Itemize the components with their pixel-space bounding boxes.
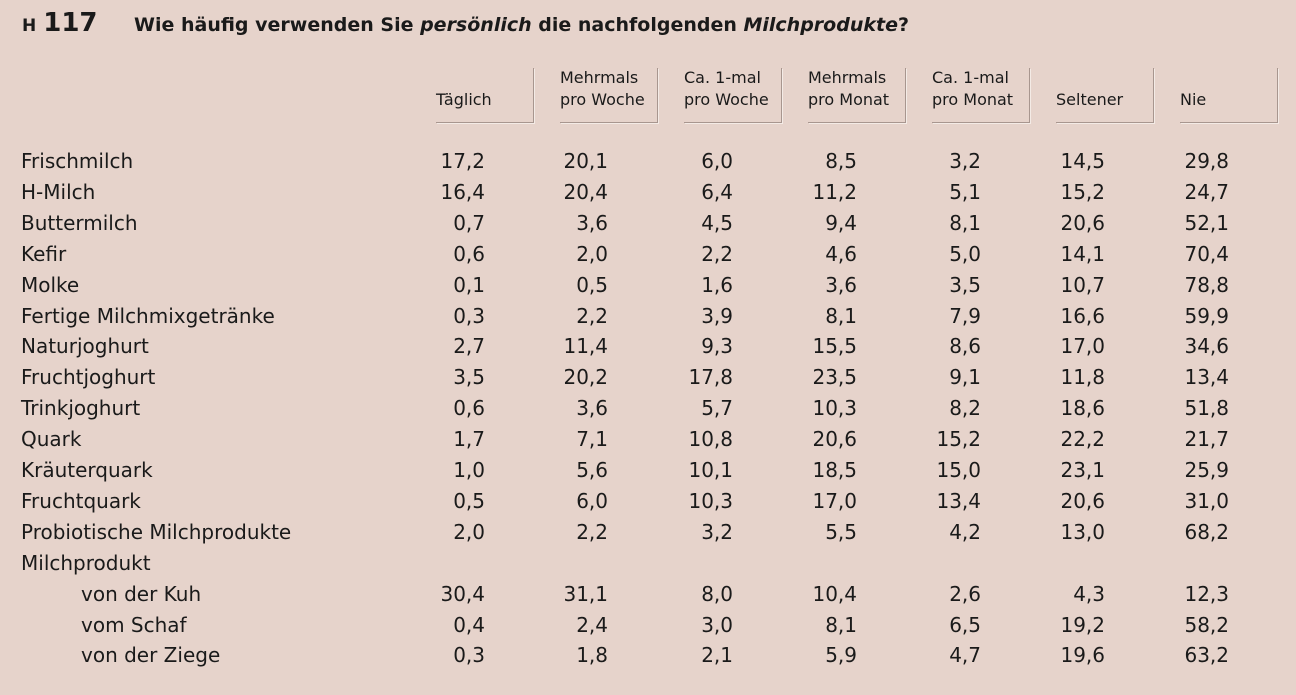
column-header — [808, 68, 906, 123]
table-cell: 59,9 — [1184, 303, 1229, 328]
table-row — [0, 239, 1296, 270]
table-cell: 2,0 — [453, 519, 485, 544]
table-cell: 20,6 — [812, 427, 857, 452]
table-cell: 34,6 — [1184, 334, 1229, 359]
column-header-line2: pro Monat — [808, 90, 890, 109]
table-row — [0, 579, 1296, 610]
table-cell: 10,7 — [1060, 272, 1105, 297]
table-cell: 25,9 — [1184, 458, 1229, 482]
table-cell: 5,0 — [949, 241, 981, 266]
table-cell: 6,0 — [701, 149, 733, 173]
table-cell: 8,5 — [825, 149, 857, 173]
table-cell: 3,6 — [825, 272, 857, 297]
table-cell: 13,4 — [936, 488, 981, 513]
row-label: Probiotische Milchprodukte — [21, 519, 292, 544]
table-cell: 14,5 — [1060, 149, 1105, 173]
table-cell: 3,9 — [701, 303, 733, 328]
table-row — [0, 270, 1296, 301]
table-cell: 0,3 — [453, 303, 485, 328]
table-cell: 17,2 — [440, 149, 485, 173]
table-cell: 1,6 — [701, 272, 733, 297]
table-cell: 3,5 — [453, 365, 485, 390]
table-cell: 12,3 — [1184, 581, 1229, 606]
column-header — [684, 68, 782, 123]
table-cell: 8,2 — [949, 396, 981, 421]
table-cell: 3,6 — [576, 396, 608, 421]
table-row — [0, 455, 1296, 486]
table-cell: 17,0 — [1060, 334, 1105, 359]
table-cell: 5,9 — [825, 643, 857, 668]
row-label: Quark — [21, 427, 82, 452]
table-cell: 5,7 — [701, 396, 733, 421]
table-cell: 24,7 — [1184, 179, 1229, 204]
table-cell: 31,0 — [1184, 488, 1229, 513]
title-emphasis: Milchprodukte — [743, 14, 898, 36]
table-cell: 20,4 — [563, 179, 608, 204]
table-cell: 21,7 — [1184, 427, 1229, 452]
table-cell: 3,6 — [576, 210, 608, 235]
row-label: von der Ziege — [81, 643, 221, 668]
table-cell: 29,8 — [1184, 149, 1229, 173]
table-cell: 10,8 — [688, 427, 733, 452]
table-cell: 2,2 — [701, 241, 733, 266]
table-cell: 8,6 — [949, 334, 981, 359]
table-cell: 16,6 — [1060, 303, 1105, 328]
table-cell: 2,0 — [576, 241, 608, 266]
row-label: Milchprodukt — [21, 550, 151, 575]
title-part: Wie häufig verwenden Sie — [134, 14, 421, 36]
table-cell: 4,3 — [1073, 581, 1105, 606]
table-cell: 30,4 — [440, 581, 485, 606]
table-cell: 1,0 — [453, 458, 485, 482]
table-cell: 8,1 — [949, 210, 981, 235]
table-cell: 6,4 — [701, 179, 733, 204]
column-header — [560, 68, 658, 123]
table-cell: 11,2 — [812, 179, 857, 204]
table-cell: 31,1 — [563, 581, 608, 606]
row-label: Kefir — [21, 241, 67, 266]
table-cell: 15,5 — [812, 334, 857, 359]
table-row — [0, 424, 1296, 455]
table-cell: 51,8 — [1184, 396, 1229, 421]
table-cell: 9,4 — [825, 210, 857, 235]
column-header-line1: Ca. 1-mal — [932, 68, 1009, 87]
table-row — [0, 610, 1296, 641]
page-title — [134, 14, 909, 36]
table-cell: 68,2 — [1184, 519, 1229, 544]
column-header-line2: Nie — [1180, 90, 1207, 109]
column-header-line2: Täglich — [436, 90, 492, 109]
table-row — [0, 517, 1296, 548]
table-cell: 58,2 — [1184, 612, 1229, 637]
column-header-line1: Mehrmals — [560, 68, 639, 87]
table-cell: 8,1 — [825, 303, 857, 328]
row-label: H-Milch — [21, 179, 96, 204]
table-cell: 10,4 — [812, 581, 857, 606]
table-cell: 7,9 — [949, 303, 981, 328]
table-row — [0, 146, 1296, 177]
table-cell: 70,4 — [1184, 241, 1229, 266]
table-cell: 17,0 — [812, 488, 857, 513]
table-cell: 0,3 — [453, 643, 485, 668]
table-cell: 10,3 — [812, 396, 857, 421]
table-cell: 3,2 — [949, 149, 981, 173]
table-cell: 11,8 — [1060, 365, 1105, 390]
table-cell: 3,2 — [701, 519, 733, 544]
table-cell: 15,2 — [936, 427, 981, 452]
table-cell: 23,1 — [1060, 458, 1105, 482]
table-cell: 2,4 — [576, 612, 608, 637]
table-cell: 17,8 — [688, 365, 733, 390]
table-cell: 20,1 — [563, 149, 608, 173]
table-cell: 0,4 — [453, 612, 485, 637]
table-cell: 2,7 — [453, 334, 485, 359]
table-row — [0, 362, 1296, 393]
table-cell: 15,2 — [1060, 179, 1105, 204]
table-row — [0, 393, 1296, 424]
table-cell: 18,5 — [812, 458, 857, 482]
table-cell: 52,1 — [1184, 210, 1229, 235]
table-cell: 5,6 — [576, 458, 608, 482]
table-cell: 4,5 — [701, 210, 733, 235]
table-row — [0, 177, 1296, 208]
table-cell: 8,0 — [701, 581, 733, 606]
row-label: von der Kuh — [81, 581, 202, 606]
row-label: Kräuterquark — [21, 458, 153, 482]
table-cell: 0,5 — [453, 488, 485, 513]
table-cell: 22,2 — [1060, 427, 1105, 452]
column-header — [1180, 68, 1278, 123]
table-cell: 5,1 — [949, 179, 981, 204]
table-cell: 6,0 — [576, 488, 608, 513]
row-label: Trinkjoghurt — [21, 396, 141, 421]
row-label: vom Schaf — [81, 612, 187, 637]
table-cell: 0,1 — [453, 272, 485, 297]
table-cell: 63,2 — [1184, 643, 1229, 668]
table-cell: 1,7 — [453, 427, 485, 452]
table-id — [22, 8, 98, 42]
table-cell: 9,1 — [949, 365, 981, 390]
table-cell: 20,6 — [1060, 210, 1105, 235]
table-cell: 18,6 — [1060, 396, 1105, 421]
table-cell: 19,6 — [1060, 643, 1105, 668]
table-cell: 13,4 — [1184, 365, 1229, 390]
table-cell: 23,5 — [812, 365, 857, 390]
row-label: Fruchtquark — [21, 488, 141, 513]
table-row — [0, 640, 1296, 671]
table-row — [0, 208, 1296, 239]
table-cell: 10,3 — [688, 488, 733, 513]
column-header-line2: pro Monat — [932, 90, 1014, 109]
table-cell: 4,6 — [825, 241, 857, 266]
title-part: ? — [897, 14, 909, 36]
title-emphasis: persönlich — [420, 14, 532, 36]
title-part: die nachfolgenden — [531, 14, 744, 36]
column-header-line2: pro Woche — [684, 90, 769, 109]
table-cell: 15,0 — [936, 458, 981, 482]
table-cell: 0,6 — [453, 241, 485, 266]
table-cell: 2,2 — [576, 303, 608, 328]
table-id-number: 117 — [43, 8, 98, 38]
table-cell: 0,5 — [576, 272, 608, 297]
table-cell: 11,4 — [563, 334, 608, 359]
row-label: Frischmilch — [21, 149, 134, 173]
table-cell: 16,4 — [440, 179, 485, 204]
table-cell: 4,2 — [949, 519, 981, 544]
table-cell: 7,1 — [576, 427, 608, 452]
table-cell: 5,5 — [825, 519, 857, 544]
table-cell: 14,1 — [1060, 241, 1105, 266]
row-label: Naturjoghurt — [21, 334, 149, 359]
table-cell: 9,3 — [701, 334, 733, 359]
table-row — [0, 331, 1296, 362]
row-label: Buttermilch — [21, 210, 138, 235]
table-cell: 1,8 — [576, 643, 608, 668]
table-cell: 78,8 — [1184, 272, 1229, 297]
table-cell: 3,5 — [949, 272, 981, 297]
row-label: Fertige Milchmixgetränke — [21, 303, 275, 328]
table-cell: 4,7 — [949, 643, 981, 668]
table-cell: 8,1 — [825, 612, 857, 637]
table-cell: 0,6 — [453, 396, 485, 421]
table-cell: 2,1 — [701, 643, 733, 668]
column-header-line1: Mehrmals — [808, 68, 887, 87]
table-id-prefix: H — [22, 16, 38, 36]
table-cell: 20,6 — [1060, 488, 1105, 513]
table-cell: 6,5 — [949, 612, 981, 637]
row-label: Fruchtjoghurt — [21, 365, 156, 390]
table-cell: 19,2 — [1060, 612, 1105, 637]
table-cell: 10,1 — [688, 458, 733, 482]
table-row — [0, 301, 1296, 332]
table-cell: 3,0 — [701, 612, 733, 637]
row-label: Molke — [21, 272, 80, 297]
table-cell: 20,2 — [563, 365, 608, 390]
column-header-line1: Ca. 1-mal — [684, 68, 761, 87]
table-cell: 2,6 — [949, 581, 981, 606]
column-header — [1056, 68, 1154, 123]
column-header — [436, 68, 534, 123]
table-row — [0, 548, 1296, 579]
column-header — [932, 68, 1030, 123]
column-header-line2: Seltener — [1056, 90, 1124, 109]
table-cell: 2,2 — [576, 519, 608, 544]
table-cell: 13,0 — [1060, 519, 1105, 544]
column-header-line2: pro Woche — [560, 90, 645, 109]
table-row — [0, 486, 1296, 517]
table-cell: 0,7 — [453, 210, 485, 235]
